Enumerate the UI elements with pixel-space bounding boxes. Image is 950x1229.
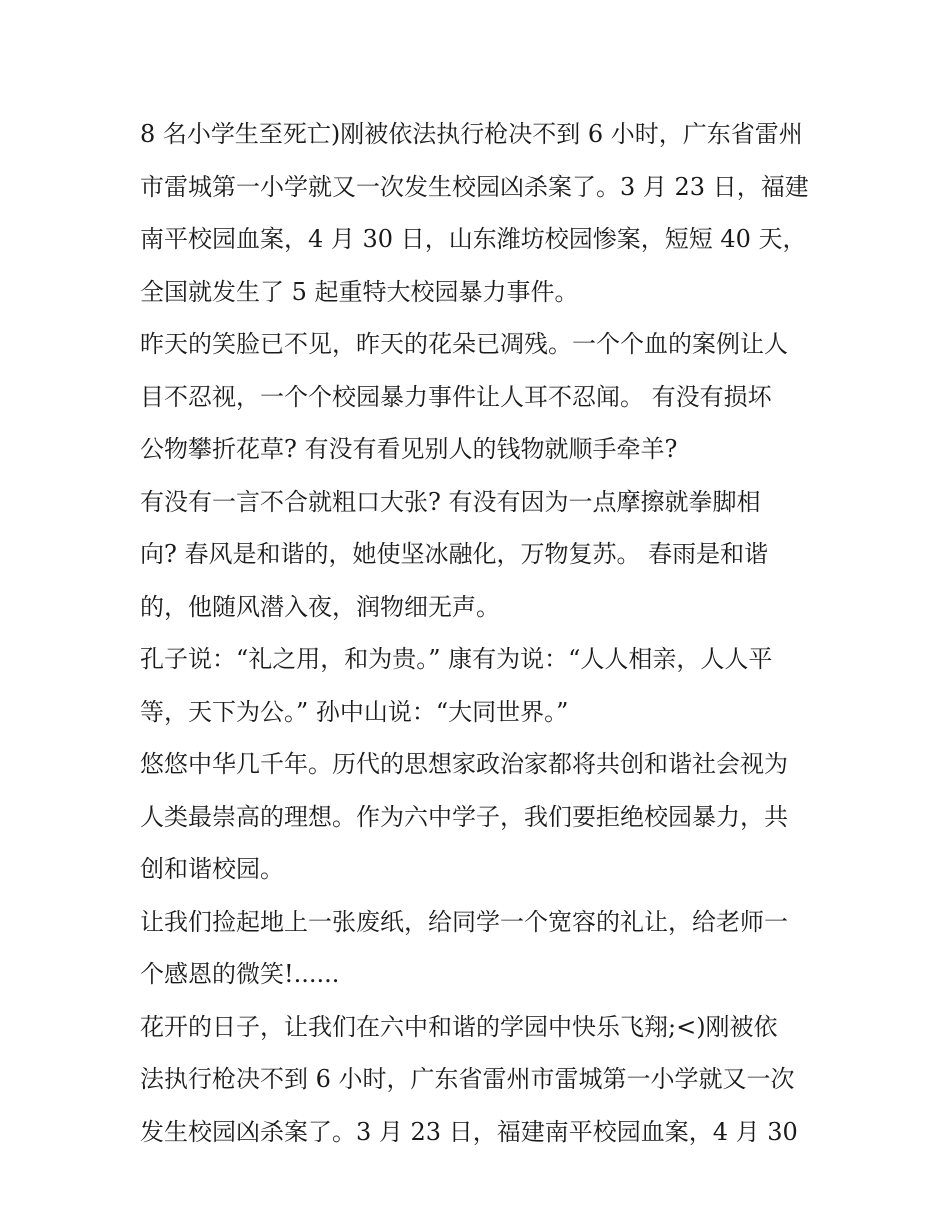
document-body: [140, 108, 820, 1158]
text-line: 向? 春风是和谐的，她使坚冰融化，万物复苏。 春雨是和谐: [140, 540, 769, 568]
text-line: 孔子说：“礼之用，和为贵。” 康有为说：“人人相亲，人人平: [140, 645, 773, 673]
text-line: 个感恩的微笑!......: [140, 960, 340, 988]
text-line: 全国就发生了 5 起重特大校园暴力事件。: [140, 277, 579, 306]
text-line: 有没有一言不合就粗口大张? 有没有因为一点摩擦就拳脚相: [140, 487, 761, 516]
text-line: 目不忍视，一个个校园暴力事件让人耳不忍闻。 有没有损坏: [140, 382, 772, 411]
text-line: 南平校园血案，4 月 30 日，山东潍坊校园惨案，短短 40 天，: [140, 225, 807, 253]
text-line: 的，他随风潜入夜，润物细无声。: [140, 592, 500, 621]
text-line: 创和谐校园。: [140, 855, 284, 883]
text-line: 8 名小学生至死亡)刚被依法执行枪决不到 6 小时，广东省雷州: [140, 120, 803, 148]
text-line: 等，天下为公。” 孙中山说：“大同世界。”: [140, 697, 569, 726]
text-line: 人类最崇高的理想。作为六中学子，我们要拒绝校园暴力，共: [140, 802, 788, 831]
text-line: 悠悠中华几千年。历代的思想家政治家都将共创和谐社会视为: [140, 750, 788, 778]
text-line: 公物攀折花草? 有没有看见别人的钱物就顺手牵羊?: [140, 435, 678, 463]
text-line: 昨天的笑脸已不见，昨天的花朵已凋残。一个个血的案例让人: [140, 330, 788, 358]
text-line: 法执行枪决不到 6 小时，广东省雷州市雷城第一小学就又一次: [140, 1065, 795, 1093]
text-line: 花开的日子，让我们在六中和谐的学园中快乐飞翔;<)刚被依: [140, 1012, 778, 1041]
text-line: 让我们捡起地上一张废纸，给同学一个宽容的礼让，给老师一: [140, 907, 788, 936]
text-line: 市雷城第一小学就又一次发生校园凶杀案了。3 月 23 日，福建: [140, 172, 809, 201]
text-line: 发生校园凶杀案了。3 月 23 日，福建南平校园血案，4 月 30: [140, 1117, 798, 1146]
